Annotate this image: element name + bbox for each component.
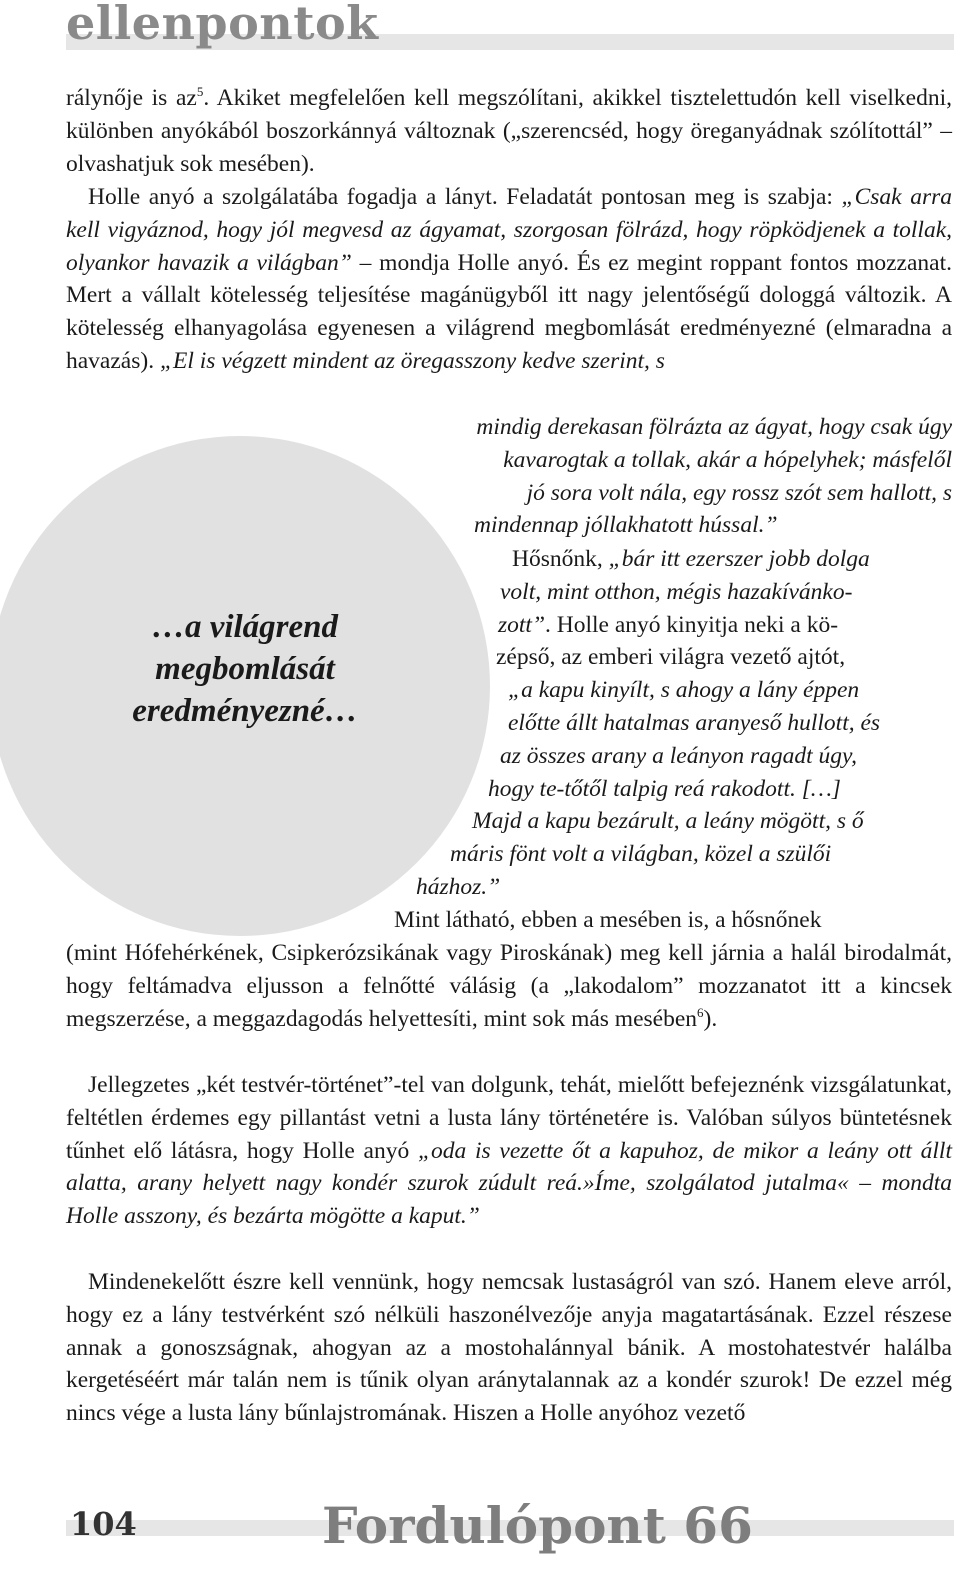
text-line: Hősnőnk, „bár itt ezerszer jobb dolga — [512, 546, 870, 572]
text-line: házhoz.” — [416, 873, 501, 900]
footnote-ref-5: 5 — [196, 84, 204, 100]
text-line: az összes arany a leányon ragadt úgy, — [500, 742, 858, 769]
text-line: Majd a kapu bezárult, a leány mögött, s ő — [472, 808, 864, 835]
text-line: jó sora volt nála, egy rossz szót sem hallott, s — [526, 479, 952, 506]
wrapped-text-2 — [380, 543, 952, 937]
journal-title: Fordulópont 66 — [322, 1496, 753, 1555]
paragraph-3: (mint Hófehérkének, Csipkerózsikának vagy Piroskának) meg kell járnia a halál birodalmát, hogy feltámadva eljusson a felnőtté válásig (a „lakodalom” mozzanatot itt a kincsek megszerzése, a meggazdagodás helyettesíti, mint sok más mesében$^6$). — [66, 940, 952, 1032]
text-line: mindennap jóllakhatott hússal.” — [474, 512, 778, 539]
text-line: zépső, az emberi világra vezető ajtót, — [496, 644, 846, 671]
section-title: ellenpontok — [66, 0, 379, 50]
pull-quote-line: eredményezné… — [132, 693, 358, 729]
wrapped-quote-1 — [340, 411, 952, 542]
paragraph-5: Mindenekelőtt észre kell vennünk, hogy nemcsak lustaságról van szó. Hanem eleve arról, hogy ez a lány testvérként szó nélküli haszonélvezője anyja magatartásának. Ezzel részese annak a gonoszságnak, ahogyan az a mostohalánnyal bánik. A mostohatestvér halálba kergetéséért már talán nem is tűnik olyan aránytalannak az a kondér szurok! De ezzel még nincs vége a lusta lány bűnlajstromának. Hiszen a Holle anyóhoz vezető — [66, 1269, 952, 1427]
pull-quote-line: …a világrend — [151, 609, 339, 645]
footnote-ref-6: 6 — [697, 1004, 704, 1020]
text-line: máris fönt volt a világban, közel a szülői — [450, 841, 832, 868]
page-number: 104 — [70, 1505, 137, 1543]
quote: „El is végzett mindent az öregasszony kedve szerint, s — [159, 347, 665, 374]
quote: „oda is vezette őt a kapuhoz, de mikor a leány ott állt alatta, arany helyett nagy kondér szurok zúdult reá.»Íme, szolgálatod jutalma« – mondta Holle asszony, és bezárta mögötte a kaput.” — [66, 1137, 952, 1230]
paragraph-2: Holle anyó a szolgálatába fogadja a lányt. Feladatát pontosan meg is szabja: „Csak arra kell vigyáznod, hogy jól megvesd az ágyamat, szorgosan fölrázd, hogy röpködjenek a tollak, olyankor havazik a világban” – mondja Holle anyó. És ez megint roppant fontos mozzanat. Mert a vállalt kötelesség teljesítése magánügyből itt nagy jelentőségű dologgá változik. A kötelesség elhanyagolása egyenesen a világrend megbomlását eredményezné (elmaradna a havazás). „El is végzett mindent az öregasszony kedve szerint, s — [66, 184, 952, 374]
text-line: volt, mint otthon, mégis hazakívánko- — [500, 578, 853, 605]
text-line: zott”. Holle anyó kinyitja neki a kö- — [498, 611, 839, 638]
text-line: kavarogtak a tollak, akár a hópelyhek; másfelől — [503, 446, 952, 473]
paragraph-4: Jellegzetes „két testvér-történet”-tel van dolgunk, tehát, mielőtt befejeznénk vizsgálatunkat, feltétlen érdemes egy pillantást vetni a lusta lány történetére is. Valóban súlyos büntetésnek tűnhet elő látásra, hogy Holle anyó „oda is vezette őt a kapuhoz, de mikor a leány ott állt alatta, arany helyett nagy kondér szurok zúdult reá.»Íme, szolgálatod jutalma« – mondta Holle asszony, és bezárta mögötte a kaput.” — [66, 1072, 952, 1230]
text-line: Mint látható, ebben a mesében is, a hősnőnek — [394, 906, 822, 933]
text-line: mindig derekasan fölrázta az ágyat, hogy csak úgy — [476, 414, 952, 440]
text-line: hogy te-tőtől talpig reá rakodott. […] — [488, 775, 841, 802]
quote: „Csak arra kell vigyáznod, hogy jól megvesd az ágyamat, szorgosan fölrázd, hogy röpködjenek a tollak, olyankor havazik a világban” — [66, 184, 952, 276]
text-line: „a kapu kinyílt, s ahogy a lány éppen — [508, 677, 860, 704]
text-line: előtte állt hatalmas aranyeső hullott, és — [508, 709, 881, 736]
paragraph-1: rálynője is $az^5$. Akiket megfelelően kell megszólítani, akikkel tisztelettudón kell viselkedni, különben anyókából boszorkánnyá változnak („szerencséd, hogy öreganyádnak szólítottál” – olvashatjuk sok mesében). — [66, 84, 953, 177]
pull-quote-line: megbomlását — [155, 651, 335, 687]
